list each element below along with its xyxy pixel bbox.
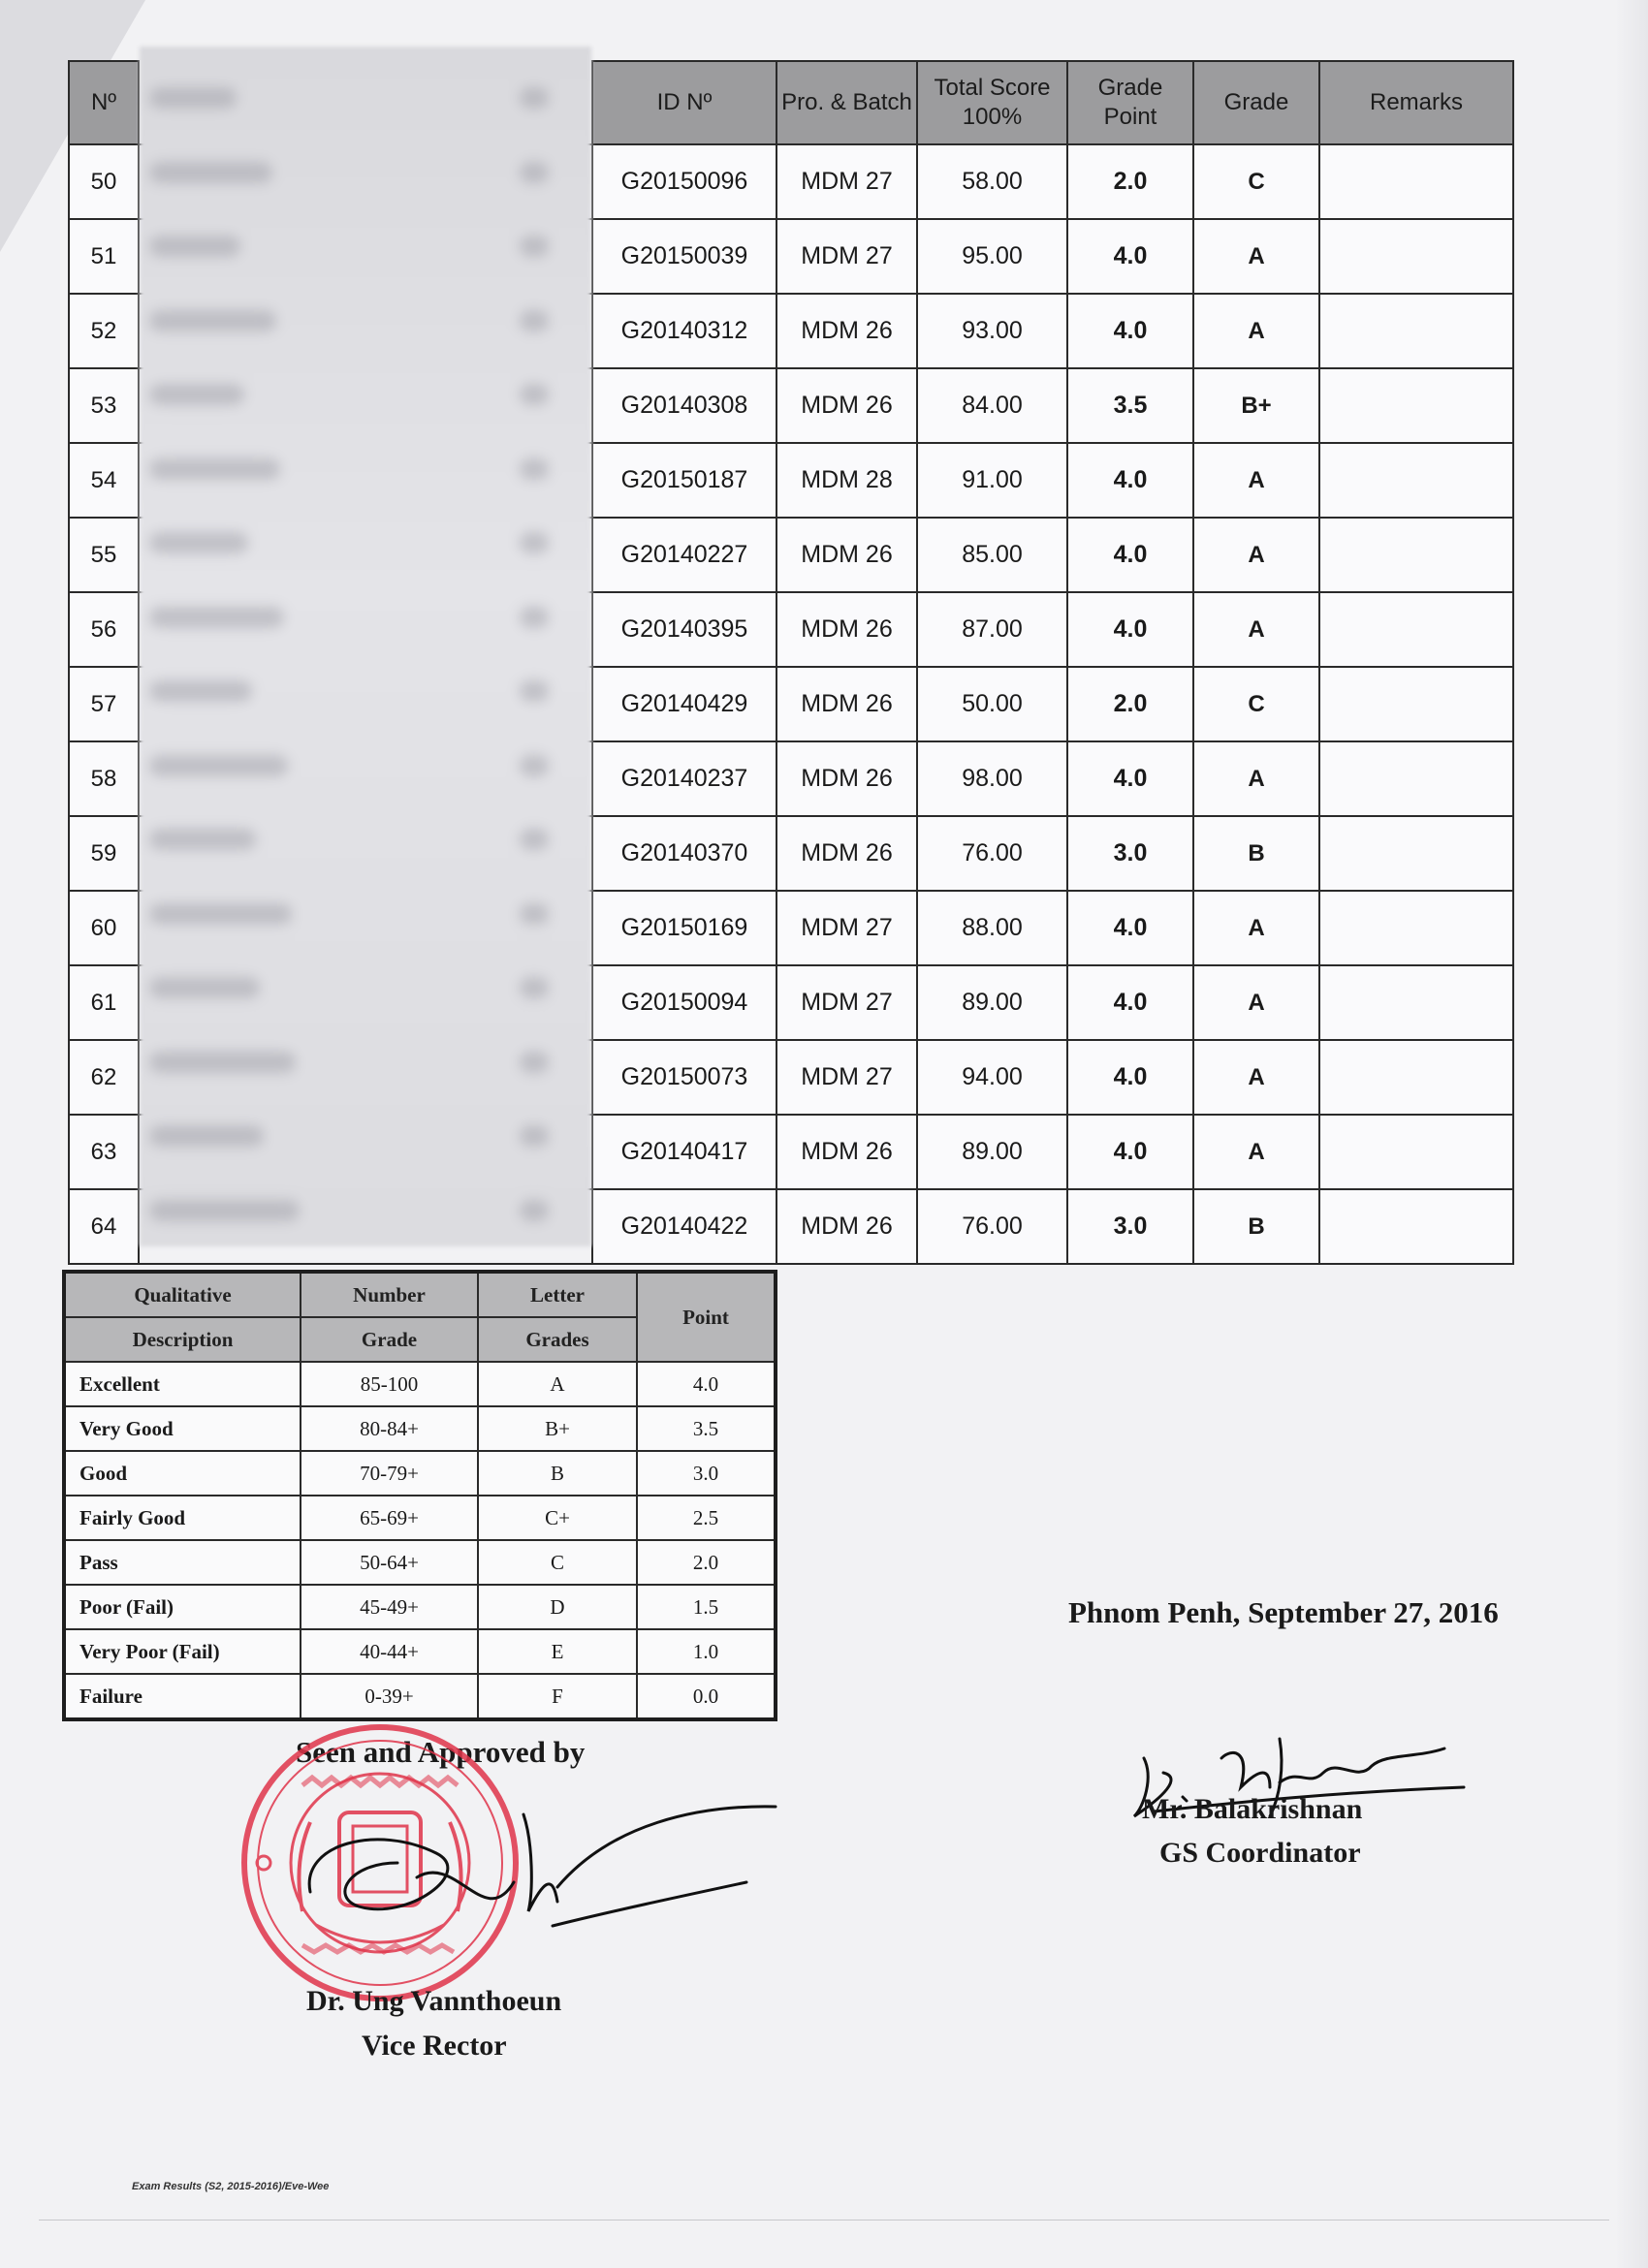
row-number: 64 <box>69 1189 139 1264</box>
scale-point: 1.0 <box>637 1629 776 1674</box>
scale-range: 40-44+ <box>301 1629 478 1674</box>
scale-point: 0.0 <box>637 1674 776 1719</box>
scale-row <box>64 1540 776 1585</box>
row-number: 50 <box>69 144 139 219</box>
row-id: G20150094 <box>592 965 776 1040</box>
row-remarks <box>1319 1115 1513 1189</box>
row-remarks <box>1319 518 1513 592</box>
scale-row <box>64 1629 776 1674</box>
row-number: 52 <box>69 294 139 368</box>
row-grade-point: 4.0 <box>1067 518 1193 592</box>
scale-row <box>64 1496 776 1540</box>
row-number: 58 <box>69 741 139 816</box>
scale-desc: Poor (Fail) <box>64 1585 301 1629</box>
row-grade-point: 4.0 <box>1067 219 1193 294</box>
row-total-score: 58.00 <box>917 144 1067 219</box>
redacted-line <box>149 829 256 850</box>
vice-rector-signature <box>291 1785 795 1960</box>
scale-letter: D <box>478 1585 637 1629</box>
scale-range: 45-49+ <box>301 1585 478 1629</box>
vice-rector-title: Vice Rector <box>362 2030 507 2062</box>
redacted-line <box>149 310 276 331</box>
scale-row <box>64 1451 776 1496</box>
row-total-score: 84.00 <box>917 368 1067 443</box>
row-total-score: 76.00 <box>917 1189 1067 1264</box>
row-batch: MDM 26 <box>776 816 917 891</box>
row-batch: MDM 26 <box>776 294 917 368</box>
row-number: 60 <box>69 891 139 965</box>
redacted-line <box>149 458 280 480</box>
row-grade-point: 3.5 <box>1067 368 1193 443</box>
row-remarks <box>1319 219 1513 294</box>
row-id: G20150169 <box>592 891 776 965</box>
scale-range: 80-84+ <box>301 1406 478 1451</box>
row-total-score: 89.00 <box>917 965 1067 1040</box>
row-grade: A <box>1193 1115 1319 1189</box>
redacted-line <box>149 977 260 998</box>
row-total-score: 98.00 <box>917 741 1067 816</box>
redacted-mark <box>520 1200 549 1221</box>
header-batch: Pro. & Batch <box>776 61 917 144</box>
scan-edge-line <box>39 2220 1609 2221</box>
redacted-mark <box>520 903 549 925</box>
scale-header-letter-top: Letter <box>478 1272 637 1317</box>
scale-desc: Fairly Good <box>64 1496 301 1540</box>
vice-rector-name: Dr. Ung Vannthoeun <box>306 1985 562 2017</box>
scale-row <box>64 1406 776 1451</box>
row-remarks <box>1319 443 1513 518</box>
row-total-score: 91.00 <box>917 443 1067 518</box>
row-number: 62 <box>69 1040 139 1115</box>
row-total-score: 76.00 <box>917 816 1067 891</box>
row-grade-point: 4.0 <box>1067 891 1193 965</box>
row-batch: MDM 26 <box>776 518 917 592</box>
scale-range: 0-39+ <box>301 1674 478 1719</box>
row-id: G20140370 <box>592 816 776 891</box>
redacted-line <box>149 1125 264 1147</box>
row-total-score: 50.00 <box>917 667 1067 741</box>
row-remarks <box>1319 592 1513 667</box>
row-total-score: 87.00 <box>917 592 1067 667</box>
row-grade: C <box>1193 144 1319 219</box>
scale-header-point: Point <box>637 1272 776 1362</box>
row-batch: MDM 26 <box>776 1115 917 1189</box>
redacted-line <box>149 680 252 702</box>
row-grade: B <box>1193 1189 1319 1264</box>
row-remarks <box>1319 816 1513 891</box>
row-id: G20140237 <box>592 741 776 816</box>
header-grade: Grade <box>1193 61 1319 144</box>
row-number: 55 <box>69 518 139 592</box>
row-number: 53 <box>69 368 139 443</box>
row-grade: A <box>1193 518 1319 592</box>
row-id: G20140227 <box>592 518 776 592</box>
redacted-line <box>149 236 240 257</box>
row-grade-point: 4.0 <box>1067 1040 1193 1115</box>
scale-range: 70-79+ <box>301 1451 478 1496</box>
row-batch: MDM 27 <box>776 965 917 1040</box>
row-grade-point: 4.0 <box>1067 294 1193 368</box>
redacted-line <box>149 162 272 183</box>
header-grade-point: Grade Point <box>1067 61 1193 144</box>
row-id: G20140308 <box>592 368 776 443</box>
scale-letter: C <box>478 1540 637 1585</box>
row-grade: A <box>1193 1040 1319 1115</box>
row-batch: MDM 27 <box>776 219 917 294</box>
grading-scale-table <box>62 1270 777 1721</box>
row-batch: MDM 28 <box>776 443 917 518</box>
scale-point: 3.5 <box>637 1406 776 1451</box>
row-remarks <box>1319 368 1513 443</box>
scale-header-desc-top: Qualitative <box>64 1272 301 1317</box>
row-grade-point: 2.0 <box>1067 144 1193 219</box>
redacted-mark <box>520 829 549 850</box>
scale-letter: C+ <box>478 1496 637 1540</box>
scale-point: 4.0 <box>637 1362 776 1406</box>
row-total-score: 94.00 <box>917 1040 1067 1115</box>
row-grade: A <box>1193 741 1319 816</box>
seen-approved-label: Seen and Approved by <box>296 1735 586 1769</box>
scale-point: 3.0 <box>637 1451 776 1496</box>
scale-row <box>64 1674 776 1719</box>
scale-header-number-bottom: Grade <box>301 1317 478 1362</box>
redacted-mark <box>520 607 549 628</box>
redacted-mark <box>520 87 549 109</box>
row-batch: MDM 26 <box>776 592 917 667</box>
row-remarks <box>1319 144 1513 219</box>
row-number: 56 <box>69 592 139 667</box>
row-grade-point: 4.0 <box>1067 965 1193 1040</box>
row-id: G20150187 <box>592 443 776 518</box>
row-number: 54 <box>69 443 139 518</box>
row-total-score: 85.00 <box>917 518 1067 592</box>
row-grade: A <box>1193 965 1319 1040</box>
row-batch: MDM 27 <box>776 144 917 219</box>
scale-range: 85-100 <box>301 1362 478 1406</box>
scale-letter: F <box>478 1674 637 1719</box>
redacted-names-block <box>140 47 591 1246</box>
scale-desc: Pass <box>64 1540 301 1585</box>
header-no: Nº <box>69 61 139 144</box>
row-id: G20140395 <box>592 592 776 667</box>
redacted-line <box>149 903 292 925</box>
redacted-mark <box>520 1125 549 1147</box>
row-id: G20150096 <box>592 144 776 219</box>
row-grade: B <box>1193 816 1319 891</box>
header-id: ID Nº <box>592 61 776 144</box>
scale-range: 65-69+ <box>301 1496 478 1540</box>
row-grade: A <box>1193 443 1319 518</box>
row-total-score: 93.00 <box>917 294 1067 368</box>
scale-header-letter-bottom: Grades <box>478 1317 637 1362</box>
row-batch: MDM 26 <box>776 1189 917 1264</box>
row-number: 57 <box>69 667 139 741</box>
scale-desc: Good <box>64 1451 301 1496</box>
row-number: 61 <box>69 965 139 1040</box>
scale-letter: B <box>478 1451 637 1496</box>
redacted-line <box>149 755 288 776</box>
scale-range: 50-64+ <box>301 1540 478 1585</box>
scale-desc: Excellent <box>64 1362 301 1406</box>
redacted-line <box>149 607 284 628</box>
row-grade: A <box>1193 592 1319 667</box>
row-remarks <box>1319 1040 1513 1115</box>
row-remarks <box>1319 667 1513 741</box>
scale-header-number-top: Number <box>301 1272 478 1317</box>
header-total-score: Total Score 100% <box>917 61 1067 144</box>
scale-point: 2.5 <box>637 1496 776 1540</box>
redacted-line <box>149 532 248 553</box>
row-grade: B+ <box>1193 368 1319 443</box>
redacted-mark <box>520 236 549 257</box>
place-date: Phnom Penh, September 27, 2016 <box>1068 1595 1499 1629</box>
scale-row <box>64 1362 776 1406</box>
row-total-score: 88.00 <box>917 891 1067 965</box>
row-batch: MDM 26 <box>776 667 917 741</box>
redacted-mark <box>520 458 549 480</box>
redacted-line <box>149 384 244 405</box>
scale-desc: Failure <box>64 1674 301 1719</box>
row-id: G20140429 <box>592 667 776 741</box>
row-id: G20140422 <box>592 1189 776 1264</box>
row-grade: C <box>1193 667 1319 741</box>
row-remarks <box>1319 1189 1513 1264</box>
row-grade: A <box>1193 294 1319 368</box>
row-remarks <box>1319 741 1513 816</box>
scale-body <box>64 1362 776 1719</box>
scale-row <box>64 1585 776 1629</box>
redacted-mark <box>520 755 549 776</box>
row-number: 63 <box>69 1115 139 1189</box>
row-batch: MDM 26 <box>776 741 917 816</box>
scale-letter: A <box>478 1362 637 1406</box>
redacted-mark <box>520 532 549 553</box>
redacted-mark <box>520 384 549 405</box>
row-grade-point: 4.0 <box>1067 443 1193 518</box>
footer-note: Exam Results (S2, 2015-2016)/Eve-Wee <box>132 2181 330 2192</box>
row-batch: MDM 26 <box>776 368 917 443</box>
scan-right-shadow <box>1615 0 1648 2268</box>
scale-header-top <box>64 1272 776 1317</box>
row-batch: MDM 27 <box>776 891 917 965</box>
redacted-mark <box>520 162 549 183</box>
row-grade: A <box>1193 891 1319 965</box>
row-number: 59 <box>69 816 139 891</box>
scale-desc: Very Good <box>64 1406 301 1451</box>
row-total-score: 89.00 <box>917 1115 1067 1189</box>
scale-desc: Very Poor (Fail) <box>64 1629 301 1674</box>
row-remarks <box>1319 891 1513 965</box>
row-grade-point: 3.0 <box>1067 816 1193 891</box>
redacted-line <box>149 1052 296 1073</box>
row-grade-point: 4.0 <box>1067 592 1193 667</box>
scale-letter: B+ <box>478 1406 637 1451</box>
row-grade-point: 2.0 <box>1067 667 1193 741</box>
row-remarks <box>1319 965 1513 1040</box>
row-id: G20140417 <box>592 1115 776 1189</box>
redacted-mark <box>520 680 549 702</box>
coordinator-title: GS Coordinator <box>1159 1837 1361 1869</box>
redacted-line <box>149 87 237 109</box>
row-number: 51 <box>69 219 139 294</box>
scale-letter: E <box>478 1629 637 1674</box>
row-batch: MDM 27 <box>776 1040 917 1115</box>
row-grade: A <box>1193 219 1319 294</box>
row-id: G20150039 <box>592 219 776 294</box>
scale-header-desc-bottom: Description <box>64 1317 301 1362</box>
redacted-line <box>149 1200 300 1221</box>
row-id: G20140312 <box>592 294 776 368</box>
redacted-mark <box>520 310 549 331</box>
row-grade-point: 3.0 <box>1067 1189 1193 1264</box>
scale-point: 1.5 <box>637 1585 776 1629</box>
row-total-score: 95.00 <box>917 219 1067 294</box>
row-grade-point: 4.0 <box>1067 741 1193 816</box>
row-id: G20150073 <box>592 1040 776 1115</box>
scale-point: 2.0 <box>637 1540 776 1585</box>
row-remarks <box>1319 294 1513 368</box>
row-grade-point: 4.0 <box>1067 1115 1193 1189</box>
redacted-mark <box>520 1052 549 1073</box>
header-remarks: Remarks <box>1319 61 1513 144</box>
coordinator-name: Mr. Balakrishnan <box>1142 1793 1363 1825</box>
redacted-mark <box>520 977 549 998</box>
